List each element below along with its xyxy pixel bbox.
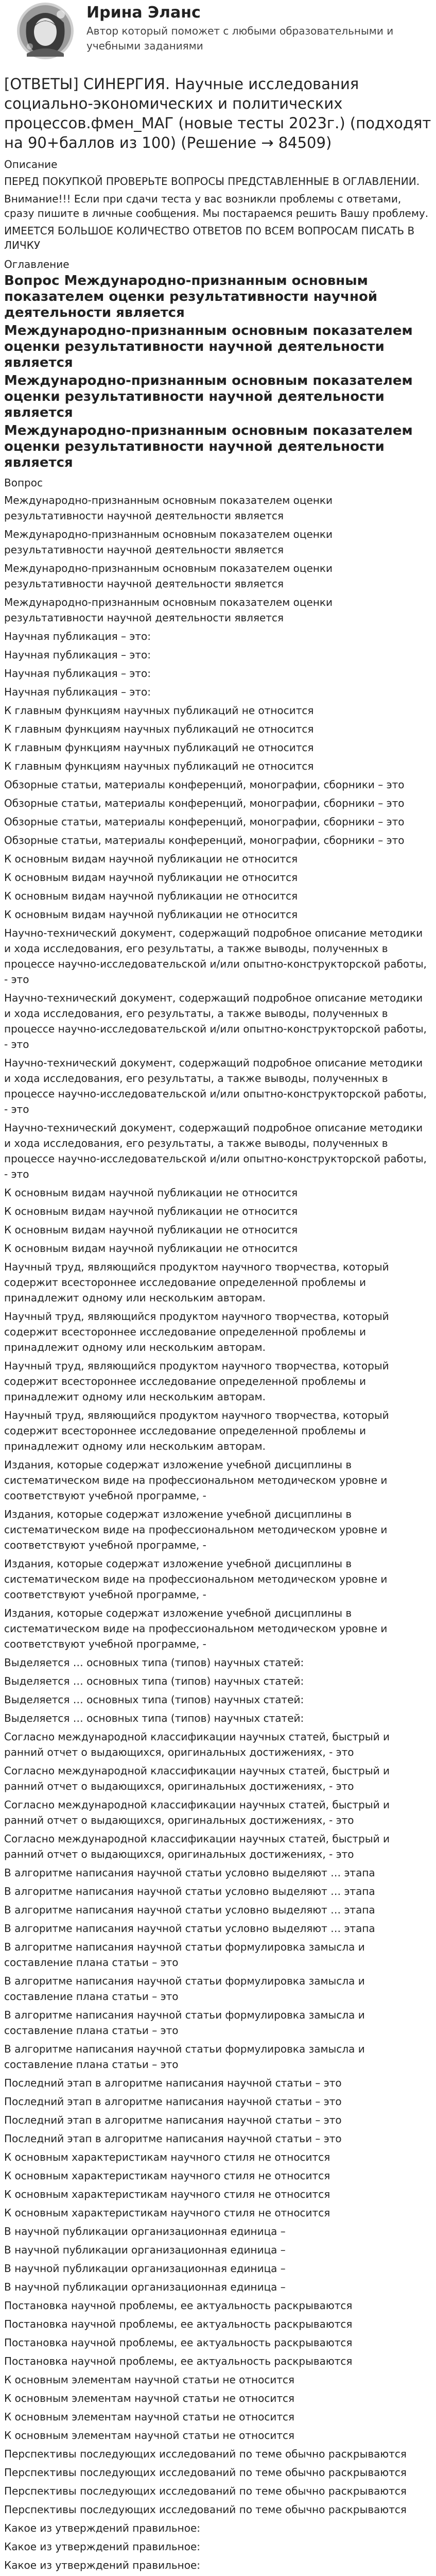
description-paragraph: ИМЕЕТСЯ БОЛЬШОЕ КОЛИЧЕСТВО ОТВЕТОВ ПО ВСЕМ ВОПРОСАМ ПИСАТЬ В ЛИЧКУ (4, 225, 415, 251)
question-item: К основным видам научной публикации не относится (4, 1224, 298, 1236)
question-item: Выделяется … основных типа (типов) научных статей: (4, 1675, 304, 1687)
question-item: Последний этап в алгоритме написания научной статьи – это (4, 2077, 342, 2089)
question-item: Научно-технический документ, содержащий подробное описание методики и хода исследования, его результаты, а также выводы, полученных в процессе научно-исследовательской и/или опытно-конструкторской работы, - это (4, 992, 427, 1050)
question-item: Перспективы последующих исследований по теме обычно раскрываются (4, 2503, 407, 2516)
question-item: К основным характеристикам научного стиля не относится (4, 2170, 330, 2182)
question-item: К основным видам научной публикации не относится (4, 1242, 298, 1255)
question-item: Научно-технический документ, содержащий подробное описание методики и хода исследования, его результаты, а также выводы, полученных в процессе научно-исследовательской и/или опытно-конструкторской работы, - это (4, 1057, 427, 1115)
product-title: [ОТВЕТЫ] СИНЕРГИЯ. Научные исследования социально-экономических и политических процессов.фмен_МАГ (новые тесты 2023г.) (подходят на 90+баллов из 100) (Решение → 84509) (4, 75, 431, 151)
question-item: В алгоритме написания научной статьи формулировка замысла и составление плана статьи – это (4, 2043, 365, 2071)
question-item: Последний этап в алгоритме написания научной статьи – это (4, 2095, 342, 2108)
question-item: Выделяется … основных типа (типов) научных статей: (4, 1656, 304, 1669)
question-item: Какое из утверждений правильное: (4, 2522, 201, 2534)
question-item: Обзорные статьи, материалы конференций, монографии, сборники – это (4, 778, 405, 791)
question-item: К основным видам научной публикации не относится (4, 1187, 298, 1199)
question-item: В алгоритме написания научной статьи условно выделяют … этапа (4, 1922, 375, 1935)
question-item: К основным видам научной публикации не относится (4, 890, 298, 902)
question-item: К основным элементам научной статьи не относится (4, 2411, 295, 2423)
author-description: Автор который поможет с любыми образовательными и учебными заданиями (86, 25, 394, 52)
question-item: Международно-признанным основным показателем оценки результативности научной деятельности является (4, 562, 333, 590)
question-item: К основным видам научной публикации не относится (4, 908, 298, 921)
question-item: В алгоритме написания научной статьи условно выделяют … этапа (4, 1904, 375, 1916)
question-item: В алгоритме написания научной статьи формулировка замысла и составление плана статьи – это (4, 1975, 365, 2003)
question-item: Согласно международной классификации научных статей, быстрый и ранний отчет о выдающихся, оригинальных достижениях, - это (4, 1833, 390, 1860)
author-block (4, 0, 432, 62)
question-item: Постановка научной проблемы, ее актуальность раскрываются (4, 2318, 353, 2330)
toc-heading: Вопрос Международно-признанным основным показателем оценки результативности научной деятельности является (4, 273, 378, 320)
question-label: Вопрос (4, 477, 43, 489)
author-info (86, 0, 406, 54)
description-body (4, 174, 432, 252)
question-item: Обзорные статьи, материалы конференций, монографии, сборники – это (4, 797, 405, 809)
question-item: Международно-признанным основным показателем оценки результативности научной деятельности является (4, 528, 333, 556)
author-avatar[interactable] (4, 0, 86, 62)
question-item: К основным элементам научной статьи не относится (4, 2429, 295, 2442)
question-item: Обзорные статьи, материалы конференций, монографии, сборники – это (4, 834, 405, 846)
question-item: Перспективы последующих исследований по теме обычно раскрываются (4, 2448, 407, 2460)
question-item: К основным элементам научной статьи не относится (4, 2374, 295, 2386)
question-item: Постановка научной проблемы, ее актуальность раскрываются (4, 2355, 353, 2367)
question-item: К главным функциям научных публикаций не относится (4, 760, 314, 772)
question-item: В научной публикации организационная единица – (4, 2225, 286, 2238)
question-item: К основным характеристикам научного стиля не относится (4, 2151, 330, 2163)
question-item: К главным функциям научных публикаций не относится (4, 741, 314, 754)
question-item: Издания, которые содержат изложение учебной дисциплины в систематическом виде на профессиональном методическом уровне и соответствуют учебной программе, - (4, 1607, 388, 1650)
toc-heading: Международно-признанным основным показателем оценки результативности научной деятельности является (4, 423, 413, 470)
toc-label: Оглавление (4, 258, 69, 270)
question-item: В алгоритме написания научной статьи формулировка замысла и составление плана статьи – это (4, 1941, 365, 1969)
question-item: Издания, которые содержат изложение учебной дисциплины в систематическом виде на профессиональном методическом уровне и соответствуют учебной программе, - (4, 1459, 388, 1502)
question-item: Научная публикация – это: (4, 649, 151, 661)
question-item: В алгоритме написания научной статьи условно выделяют … этапа (4, 1885, 375, 1897)
question-item: В научной публикации организационная единица – (4, 2244, 286, 2256)
question-item: В алгоритме написания научной статьи условно выделяют … этапа (4, 1867, 375, 1879)
question-item: Издания, которые содержат изложение учебной дисциплины в систематическом виде на профессиональном методическом уровне и соответствуют учебной программе, - (4, 1557, 388, 1601)
question-item: Научный труд, являющийся продуктом научного творчества, который содержит всестороннее исследование определенной проблемы и принадлежит одному или нескольким авторам. (4, 1310, 389, 1353)
toc-heading: Международно-признанным основным показателем оценки результативности научной деятельности является (4, 373, 413, 420)
question-item: Какое из утверждений правильное: (4, 2540, 201, 2553)
question-item: Постановка научной проблемы, ее актуальность раскрываются (4, 2336, 353, 2349)
author-name[interactable]: Ирина Эланс (86, 4, 201, 22)
description-label: Описание (4, 158, 58, 171)
question-item: Научный труд, являющийся продуктом научного творчества, который содержит всестороннее исследование определенной проблемы и принадлежит одному или нескольким авторам. (4, 1409, 389, 1452)
question-item: Научный труд, являющийся продуктом научного творчества, который содержит всестороннее исследование определенной проблемы и принадлежит одному или нескольким авторам. (4, 1261, 389, 1304)
question-item: Обзорные статьи, материалы конференций, монографии, сборники – это (4, 816, 405, 828)
question-item: Постановка научной проблемы, ее актуальность раскрываются (4, 2299, 353, 2312)
question-item: Согласно международной классификации научных статей, быстрый и ранний отчет о выдающихся, оригинальных достижениях, - это (4, 1731, 390, 1758)
question-item: Какое из утверждений правильное: (4, 2559, 201, 2571)
question-item: В научной публикации организационная единица – (4, 2262, 286, 2275)
toc-heading: Международно-признанным основным показателем оценки результативности научной деятельности является (4, 323, 413, 370)
question-item: Международно-признанным основным показателем оценки результативности научной деятельности является (4, 596, 333, 624)
question-item: Научно-технический документ, содержащий подробное описание методики и хода исследования, его результаты, а также выводы, полученных в процессе научно-исследовательской и/или опытно-конструкторской работы, - это (4, 1122, 427, 1180)
question-item: Выделяется … основных типа (типов) научных статей: (4, 1693, 304, 1706)
question-item: Международно-признанным основным показателем оценки результативности научной деятельности является (4, 494, 333, 522)
question-item: Последний этап в алгоритме написания научной статьи – это (4, 2132, 342, 2145)
question-item: Научная публикация – это: (4, 667, 151, 680)
question-item: К основным видам научной публикации не относится (4, 853, 298, 865)
question-item: В алгоритме написания научной статьи формулировка замысла и составление плана статьи – это (4, 2009, 365, 2037)
question-item: Научная публикация – это: (4, 630, 151, 642)
question-item: К основным элементам научной статьи не относится (4, 2392, 295, 2404)
question-item: Последний этап в алгоритме написания научной статьи – это (4, 2114, 342, 2126)
question-item: Выделяется … основных типа (типов) научных статей: (4, 1712, 304, 1724)
question-item: К основным характеристикам научного стиля не относится (4, 2207, 330, 2219)
question-item: К основным видам научной публикации не относится (4, 871, 298, 884)
description-paragraph: Внимание!!! Если при сдачи теста у вас возникли проблемы с ответами, сразу пишите в личные сообщения. Мы постараемся решить Вашу проблему. (4, 193, 429, 219)
question-item: Научно-технический документ, содержащий подробное описание методики и хода исследования, его результаты, а также выводы, полученных в процессе научно-исследовательской и/или опытно-конструкторской работы, - это (4, 927, 427, 986)
question-item: К главным функциям научных публикаций не относится (4, 723, 314, 735)
question-item: К главным функциям научных публикаций не относится (4, 704, 314, 717)
question-item: Согласно международной классификации научных статей, быстрый и ранний отчет о выдающихся, оригинальных достижениях, - это (4, 1765, 390, 1792)
question-item: Согласно международной классификации научных статей, быстрый и ранний отчет о выдающихся, оригинальных достижениях, - это (4, 1799, 390, 1826)
question-item: К основным характеристикам научного стиля не относится (4, 2188, 330, 2200)
question-item: Научный труд, являющийся продуктом научного творчества, который содержит всестороннее исследование определенной проблемы и принадлежит одному или нескольким авторам. (4, 1360, 389, 1403)
question-item: Перспективы последующих исследований по теме обычно раскрываются (4, 2466, 407, 2479)
question-list (4, 493, 432, 2576)
question-item: Научная публикация – это: (4, 686, 151, 698)
question-item: В научной публикации организационная единица – (4, 2281, 286, 2293)
description-paragraph: ПЕРЕД ПОКУПКОЙ ПРОВЕРЬТЕ ВОПРОСЫ ПРЕДСТАВЛЕННЫЕ В ОГЛАВЛЕНИИ. (4, 175, 420, 188)
question-item: Издания, которые содержат изложение учебной дисциплины в систематическом виде на профессиональном методическом уровне и соответствуют учебной программе, - (4, 1508, 388, 1551)
question-item: Перспективы последующих исследований по теме обычно раскрываются (4, 2485, 407, 2497)
question-item: К основным видам научной публикации не относится (4, 1205, 298, 1217)
